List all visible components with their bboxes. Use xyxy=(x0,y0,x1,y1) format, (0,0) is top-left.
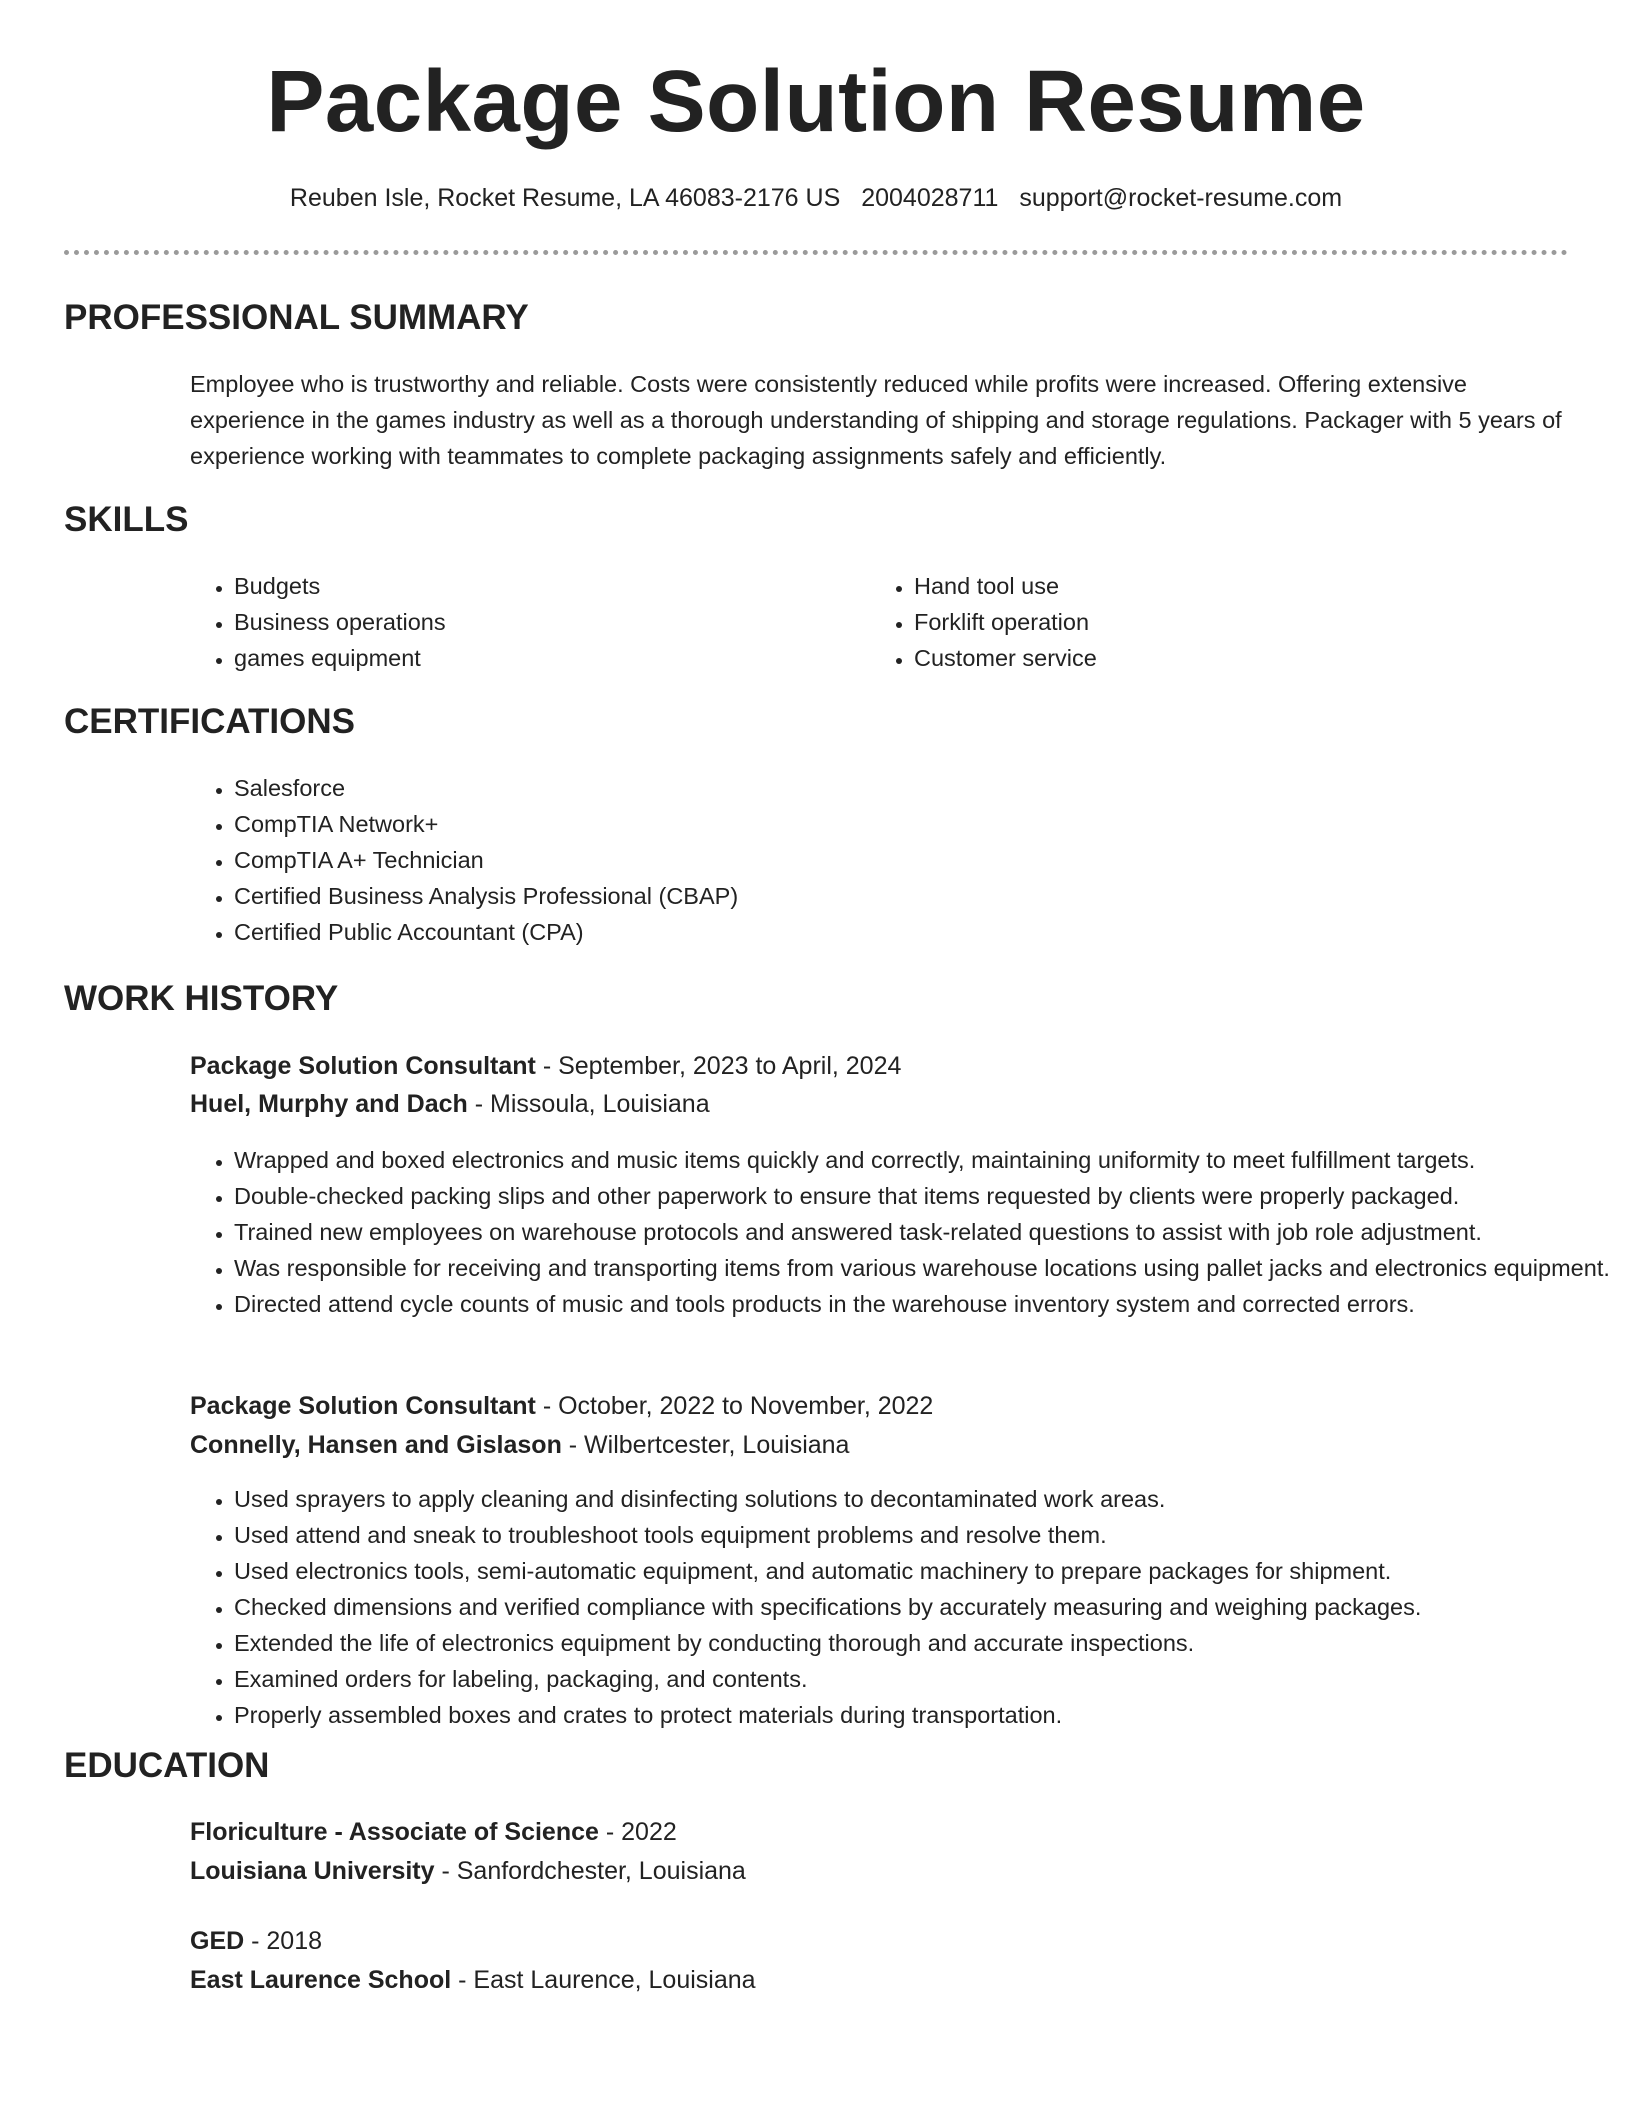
education-degree-line xyxy=(190,1923,322,1959)
skill-item: • Business operations xyxy=(234,604,834,640)
job-dates: - September, 2023 to April, 2024 xyxy=(535,1052,902,1080)
certification-item: • CompTIA A+ Technician xyxy=(234,842,1234,878)
job-bullet: • Properly assembled boxes and crates to protect materials during transportation. xyxy=(234,1697,1614,1733)
skills-heading: SKILLS xyxy=(64,500,189,539)
job-location: - Wilbertcester, Louisiana xyxy=(561,1431,850,1459)
certification-item: • Salesforce xyxy=(234,770,1234,806)
job-bullet: • Directed attend cycle counts of music and tools products in the warehouse inventory system and corrected errors. xyxy=(234,1286,1614,1322)
education-year: - 2018 xyxy=(244,1927,323,1955)
work-history-heading: WORK HISTORY xyxy=(64,979,339,1018)
summary-heading: PROFESSIONAL SUMMARY xyxy=(64,298,529,337)
education-location: - Sanfordchester, Louisiana xyxy=(434,1857,746,1885)
resume-title: Package Solution Resume xyxy=(266,53,1366,150)
certification-item: • Certified Business Analysis Professional (CBAP) xyxy=(234,878,1234,914)
contact-address: Reuben Isle, Rocket Resume, LA 46083-2176 US xyxy=(289,184,841,212)
certifications-list xyxy=(190,770,1234,950)
skills-list-right xyxy=(870,568,1514,676)
education-degree-line xyxy=(190,1814,677,1850)
job-bullet: • Used electronics tools, semi-automatic equipment, and automatic machinery to prepare packages for shipment. xyxy=(234,1553,1614,1589)
job-dates: - October, 2022 to November, 2022 xyxy=(535,1392,934,1420)
education-school-line xyxy=(190,1853,746,1889)
job-title-line xyxy=(190,1048,901,1084)
job-title: Package Solution Consultant xyxy=(190,1392,536,1420)
job-location: - Missoula, Louisiana xyxy=(467,1090,710,1118)
job-bullet: • Was responsible for receiving and transporting items from various warehouse locations using pallet jacks and electronics equipment. xyxy=(234,1250,1614,1286)
job-bullet: • Wrapped and boxed electronics and music items quickly and correctly, maintaining uniformity to meet fulfillment targets. xyxy=(234,1142,1614,1178)
summary-text: Employee who is trustworthy and reliable. Costs were consistently reduced while profits were increased. Offering extensive experience in the games industry as well as a thorough understanding of shipping and storage regulations. Packager with 5 years of experience working with teammates to complete packaging assignments safely and efficiently. xyxy=(190,371,1562,469)
education-heading: EDUCATION xyxy=(64,1746,270,1785)
job-company-line xyxy=(190,1086,710,1122)
job-bullet: • Checked dimensions and verified compliance with specifications by accurately measuring and weighing packages. xyxy=(234,1589,1614,1625)
education-degree: GED xyxy=(190,1927,245,1955)
job-bullet: • Double-checked packing slips and other paperwork to ensure that items requested by clients were properly packaged. xyxy=(234,1178,1614,1214)
skills-list-left xyxy=(190,568,834,676)
job-bullets xyxy=(190,1481,1614,1733)
job-bullet: • Trained new employees on warehouse protocols and answered task-related questions to assist with job role adjustment. xyxy=(234,1214,1614,1250)
contact-line xyxy=(0,180,1632,216)
certification-item: • Certified Public Accountant (CPA) xyxy=(234,914,1234,950)
education-school: Louisiana University xyxy=(190,1857,435,1885)
skill-item: • Customer service xyxy=(914,640,1514,676)
skill-item: • Hand tool use xyxy=(914,568,1514,604)
education-school-line xyxy=(190,1962,756,1998)
job-title: Package Solution Consultant xyxy=(190,1052,536,1080)
contact-phone: 2004028711 xyxy=(861,184,999,212)
education-school: East Laurence School xyxy=(190,1966,452,1994)
education-location: - East Laurence, Louisiana xyxy=(451,1966,756,1994)
job-bullet: • Used attend and sneak to troubleshoot tools equipment problems and resolve them. xyxy=(234,1517,1614,1553)
education-degree: Floriculture - Associate of Science xyxy=(190,1818,599,1846)
skill-item: • games equipment xyxy=(234,640,834,676)
job-bullet: • Used sprayers to apply cleaning and disinfecting solutions to decontaminated work areas. xyxy=(234,1481,1614,1517)
job-company: Huel, Murphy and Dach xyxy=(190,1090,468,1118)
certifications-heading: CERTIFICATIONS xyxy=(64,702,356,741)
certification-item: • CompTIA Network+ xyxy=(234,806,1234,842)
skill-item: • Budgets xyxy=(234,568,834,604)
job-company: Connelly, Hansen and Gislason xyxy=(190,1431,562,1459)
job-bullet: • Extended the life of electronics equipment by conducting thorough and accurate inspections. xyxy=(234,1625,1614,1661)
education-year: - 2022 xyxy=(598,1818,677,1846)
job-company-line xyxy=(190,1427,849,1463)
contact-email: support@rocket-resume.com xyxy=(1019,184,1343,212)
job-bullets xyxy=(190,1142,1614,1322)
header-divider xyxy=(64,250,1568,255)
skill-item: • Forklift operation xyxy=(914,604,1514,640)
job-title-line xyxy=(190,1388,933,1424)
job-bullet: • Examined orders for labeling, packaging, and contents. xyxy=(234,1661,1614,1697)
